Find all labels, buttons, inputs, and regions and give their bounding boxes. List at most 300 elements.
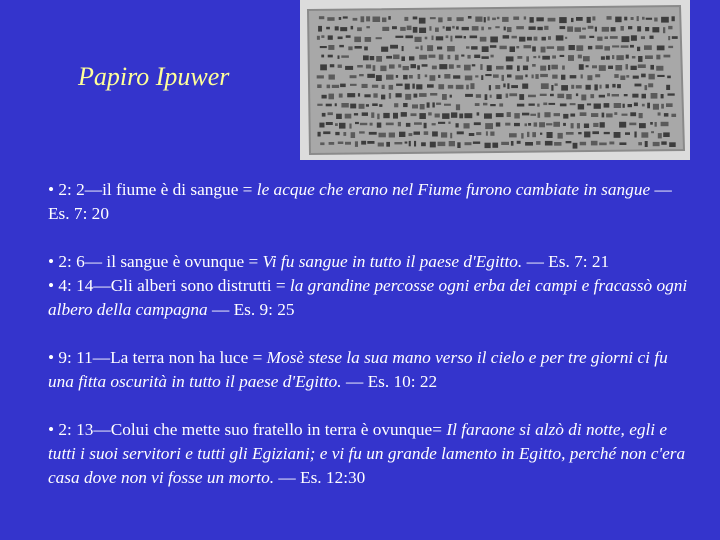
papyrus-glyph [650,122,653,125]
papyrus-glyph [642,94,647,99]
papyrus-glyph [487,17,489,21]
papyrus-glyph [396,84,403,86]
papyrus-glyph [362,84,368,88]
papyrus-glyph [487,65,492,71]
papyrus-glyph [462,27,469,30]
papyrus-glyph [432,66,437,70]
papyrus-glyph [339,123,346,129]
papyrus-glyph [351,26,354,30]
papyrus-glyph [401,56,405,61]
papyrus-glyph [382,27,389,31]
papyrus-glyph [409,141,411,146]
papyrus-glyph [580,112,587,116]
papyrus-glyph [625,132,630,135]
papyrus-glyph [663,27,665,33]
papyrus-glyph [424,131,429,135]
papyrus-glyph [519,37,525,42]
papyrus-glyph [565,37,567,39]
papyrus-glyph [534,37,538,41]
papyrus-glyph [329,75,335,80]
papyrus-glyph [667,76,671,79]
exodus-quote: Il faraone si alzò di notte, egli e tutti i suoi servitori e tutti gli Egiziani; e vi fu un grande lamento in Egitto, perché non c'era casa dove non vi fosse un morto. [48,420,686,487]
papyrus-glyph [443,26,445,29]
papyrus-glyph [347,93,355,97]
papyrus-glyph [354,37,361,43]
papyrus-glyph [577,123,580,128]
papyrus-glyph [634,103,638,107]
papyrus-glyph [644,45,652,50]
papyrus-glyph [372,103,378,106]
papyrus-glyph [657,75,664,77]
papyrus-glyph [582,28,586,30]
papyrus-glyph [441,132,447,137]
papyrus-glyph [485,143,491,148]
papyrus-glyph [386,56,392,59]
papyrus-glyph [641,36,645,39]
papyrus-glyph [415,37,422,42]
papyrus-glyph [492,18,496,21]
papyrus-glyph [339,45,344,47]
papyrus-glyph [366,26,370,28]
papyrus-glyph [330,64,335,67]
exodus-reference: — Es. 7: 21 [526,252,610,271]
papyrus-glyph [645,27,649,31]
papyrus-glyph [444,104,451,106]
papyrus-glyph [588,46,592,50]
papyrus-glyph [556,35,564,40]
papyrus-glyph [631,35,637,41]
papyrus-glyph [361,141,366,145]
papyrus-glyph [595,74,600,77]
papyrus-glyph [371,112,374,118]
papyrus-glyph [532,75,534,79]
papyrus-glyph [591,141,598,146]
papyrus-glyph [638,64,646,68]
papyrus-glyph [500,46,507,50]
papyrus-glyph [621,26,624,31]
papyrus-glyph [405,35,413,38]
papyrus-glyph [537,104,539,107]
papyrus-glyph [650,36,654,39]
papyrus-glyph [525,142,533,146]
papyrus-glyph [600,122,605,127]
papyrus-glyph [475,103,480,106]
papyrus-glyph [403,75,408,80]
papyrus-glyph [637,26,641,31]
papyrus-glyph [338,65,342,68]
papyrus-glyph [414,122,422,125]
papyrus-glyph [470,83,474,89]
papyrus-glyph [592,65,597,68]
papyrus-glyph [409,133,413,136]
papyrus-glyph [351,132,356,138]
papyrus-glyph [474,55,480,58]
papyrus-glyph [448,122,450,124]
papyrus-glyph [620,76,625,81]
papyrus-glyph [442,94,447,100]
exodus-reference: — Es. 10: 22 [345,372,438,391]
exodus-reference: — Es. 9: 25 [212,300,295,319]
papyrus-glyph [554,113,560,116]
papyrus-glyph [578,104,584,109]
papyrus-glyph [341,55,349,57]
slide-title: Papiro Ipuwer [78,62,230,91]
papyrus-glyph [338,55,340,59]
papyrus-glyph [323,131,330,134]
papyrus-glyph [419,28,426,33]
papyrus-glyph [641,132,648,137]
papyrus-glyph [546,123,552,125]
papyrus-glyph [528,95,536,98]
papyrus-glyph [365,37,372,42]
papyrus-glyph [555,83,558,86]
papyrus-glyph [551,85,553,91]
papyrus-glyph [514,113,520,118]
papyrus-glyph [619,122,626,128]
papyrus-glyph [383,113,389,118]
exodus-quote: le acque che erano nel Fiume furono cambiate in sangue [256,180,651,199]
papyrus-glyph [604,132,610,134]
papyrus-glyph [570,114,575,117]
papyrus-glyph [495,26,499,28]
papyrus-glyph [607,93,610,96]
papyrus-glyph [507,74,512,77]
papyrus-glyph [439,64,447,69]
papyrus-glyph [430,93,437,96]
papyrus-glyph [581,95,586,101]
papyrus-glyph [522,113,529,116]
papyrus-glyph [359,74,364,76]
papyrus-glyph [509,93,517,96]
papyrus-glyph [646,18,652,20]
papyrus-glyph [422,64,428,67]
papyrus-glyph [447,17,451,21]
papyrus-glyph [606,56,610,60]
papyrus-glyph [634,132,636,138]
papyrus-glyph [326,27,330,30]
papyrus-glyph [533,56,536,58]
papyrus-glyph [511,141,514,146]
papyrus-glyph [481,27,484,31]
papyrus-glyph [401,112,407,117]
papyrus-glyph [567,26,573,31]
papyrus-glyph [389,133,395,138]
bullet: • [48,180,55,199]
papyrus-glyph [550,94,554,96]
papyrus-glyph [403,103,408,107]
papyrus-glyph [464,123,470,128]
papyrus-glyph [541,83,549,89]
papyrus-glyph [340,27,347,31]
papyrus-glyph [430,17,436,19]
papyrus-glyph [526,56,529,61]
papyrus-glyph [457,65,461,68]
papyrus-glyph [654,18,657,22]
papyrus-glyph [393,55,399,60]
papyrus-glyph [584,132,590,138]
papyrus-glyph [376,56,382,62]
papyrus-glyph [366,104,369,107]
papyrus-glyph [551,65,558,70]
papyrus-glyph [571,123,574,128]
papyrus-glyph [532,132,536,137]
papyrus-glyph [589,36,594,38]
papyrus-glyph [617,84,621,88]
papyrus-glyph [661,104,664,109]
papyrus-glyph [359,131,365,133]
papyrus-glyph [485,74,491,76]
papyrus-glyph [661,17,669,23]
papyrus-glyph [473,142,480,144]
papyrus-glyph [583,56,590,61]
papyrus-glyph [606,84,609,88]
papyrus-glyph [595,27,597,32]
papyrus-glyph [317,36,320,40]
papyrus-glyph [372,85,378,88]
papyrus-glyph [476,94,481,98]
papyrus-glyph [377,114,379,120]
bullet: • [48,252,55,271]
papyrus-glyph [459,114,463,119]
papyrus-glyph [355,46,362,49]
papyrus-glyph [515,75,523,79]
papyrus-glyph [474,122,481,125]
papyrus-glyph [367,141,374,144]
papyrus-glyph [321,35,324,38]
papyrus-glyph [495,85,500,89]
papyrus-glyph [420,104,425,109]
papyrus-glyph [475,75,478,77]
papyrus-glyph [466,46,470,48]
papyrus-glyph [561,85,568,91]
papyrus-glyph [614,74,618,78]
papyrus-glyph [657,46,665,51]
papyrus-glyph [532,64,536,67]
papyrus-glyph [496,66,504,70]
papyrus-glyph [467,55,470,59]
papyrus-glyph [554,142,561,146]
papyrus-glyph [450,36,452,42]
papyrus-glyph [386,75,394,80]
papyrus-glyph [650,65,654,70]
papyrus-glyph [523,66,528,71]
papyrus-glyph [407,26,412,31]
papyrus-glyph [472,64,476,66]
papyrus-glyph [398,122,401,126]
papyrus-glyph [405,142,408,144]
papyrus-glyph [517,104,524,107]
papyrus-glyph [599,95,605,98]
papyrus-glyph [322,95,327,99]
papyrus-glyph [317,75,324,78]
papyrus-glyph [464,113,472,118]
papyrus-glyph [447,46,455,51]
papyrus-glyph [477,112,480,115]
papyrus-glyph [476,132,481,135]
papyrus-glyph [457,131,464,134]
bullet: • [48,420,55,439]
papyrus-glyph [517,56,522,59]
papyrus-glyph [493,74,499,77]
papyrus-glyph [345,66,353,70]
papyrus-glyph [671,114,676,117]
papyrus-glyph [638,142,642,145]
papyrus-glyph [382,18,386,23]
papyrus-glyph [645,55,653,59]
papyrus-glyph [540,74,548,77]
papyrus-glyph [388,16,391,20]
papyrus-glyph [547,132,553,138]
papyrus-glyph [438,17,442,22]
ipuwer-line: 9: 11—La terra non ha luce = [58,348,263,367]
papyrus-glyph [631,66,637,70]
papyrus-glyph [576,85,582,88]
papyrus-glyph [461,55,464,57]
papyrus-glyph [632,94,638,98]
papyrus-glyph [575,27,582,32]
papyrus-glyph [419,113,426,119]
papyrus-glyph [468,16,472,19]
papyrus-glyph [350,104,356,109]
papyrus-glyph [621,45,629,47]
papyrus-glyph [438,75,440,78]
papyrus-glyph [530,114,536,116]
papyrus-glyph [652,27,659,32]
papyrus-glyph [448,85,453,89]
papyrus-glyph [419,55,427,60]
papyrus-glyph [373,93,377,97]
papyrus-glyph [545,141,553,146]
papyrus-glyph [485,94,488,100]
papyrus-glyph [611,27,616,31]
papyrus-glyph [432,36,434,41]
papyrus-glyph [528,123,531,126]
papyrus-glyph [540,66,546,71]
papyrus-glyph [382,85,385,89]
papyrus-glyph [510,46,516,52]
papyrus-glyph [364,47,368,51]
papyrus-glyph [319,123,324,128]
papyrus-glyph [327,17,334,21]
papyrus-glyph [332,85,339,88]
ipuwer-line: 2: 6— il sangue è ovunque = [58,252,259,271]
papyrus-glyph [525,123,528,126]
papyrus-glyph [427,102,430,107]
papyrus-glyph [435,114,440,118]
papyrus-glyph [632,56,636,59]
papyrus-glyph [389,93,391,99]
papyrus-glyph [386,142,390,147]
papyrus-glyph [360,123,367,125]
papyrus-glyph [622,114,628,116]
papyrus-glyph [599,143,607,146]
papyrus-glyph [529,104,535,106]
papyrus-glyph [623,104,625,108]
papyrus-glyph [427,84,434,87]
papyrus-glyph [405,84,410,90]
papyrus-glyph [350,75,357,78]
papyrus-glyph [414,94,418,98]
papyrus-glyph [635,84,642,87]
papyrus-glyph [328,55,333,58]
papyrus-glyph [490,37,498,43]
papyrus-glyph [319,16,324,19]
papyrus-glyph [548,18,556,22]
papyrus-glyph [653,104,659,110]
papyrus-glyph [438,84,444,89]
papyrus-glyph [409,56,414,60]
papyrus-glyph [566,132,574,135]
papyrus-glyph [464,65,471,71]
papyrus-glyph [563,114,568,119]
papyrus-glyph [335,132,339,135]
papyrus-glyph [558,133,563,139]
papyrus-glyph [483,103,487,106]
papyrus-glyph [389,64,395,68]
papyrus-glyph [521,133,523,139]
bullet: • [48,276,55,295]
papyrus-glyph [614,132,621,138]
papyrus-glyph [633,76,639,79]
papyrus-glyph [430,75,436,81]
papyrus-glyph [540,133,542,135]
papyrus-glyph [341,103,348,108]
papyrus-glyph [630,45,634,48]
papyrus-glyph [668,46,673,48]
papyrus-glyph [317,104,322,106]
papyrus-glyph [506,56,514,61]
papyrus-glyph [428,112,432,115]
papyrus-glyph [542,37,546,41]
papyrus-glyph [452,26,455,29]
papyrus-glyph [373,65,376,71]
papyrus-glyph [394,103,398,107]
papyrus-glyph [607,16,612,20]
papyrus-glyph [390,45,398,49]
papyrus-glyph [548,36,551,40]
papyrus-glyph [562,66,565,70]
papyrus-glyph [616,55,623,60]
papyrus-glyph [612,84,615,88]
papyrus-glyph [628,104,633,107]
papyrus-fragment-image [300,0,690,160]
papyrus-glyph [362,112,368,116]
papyrus-glyph [409,75,413,79]
papyrus-glyph [418,74,421,79]
papyrus-glyph [355,122,359,124]
papyrus-glyph [579,35,586,38]
papyrus-glyph [484,17,486,22]
papyrus-glyph [512,36,517,39]
papyrus-glyph [661,122,669,126]
papyrus-glyph [343,132,346,136]
papyrus-glyph [645,85,648,90]
papyrus-glyph [570,75,577,78]
papyrus-glyph [527,37,532,41]
papyrus-glyph [606,113,613,117]
papyrus-glyph [457,142,460,148]
papyrus-glyph [381,95,385,100]
papyrus-glyph [392,26,397,29]
papyrus-glyph [638,56,642,62]
papyrus-glyph [610,36,618,39]
papyrus-glyph [605,36,609,39]
papyrus-glyph [615,17,621,23]
papyrus-glyph [367,74,375,78]
papyrus-glyph [544,26,548,30]
papyrus-glyph [576,45,583,51]
papyrus-glyph [394,142,402,144]
